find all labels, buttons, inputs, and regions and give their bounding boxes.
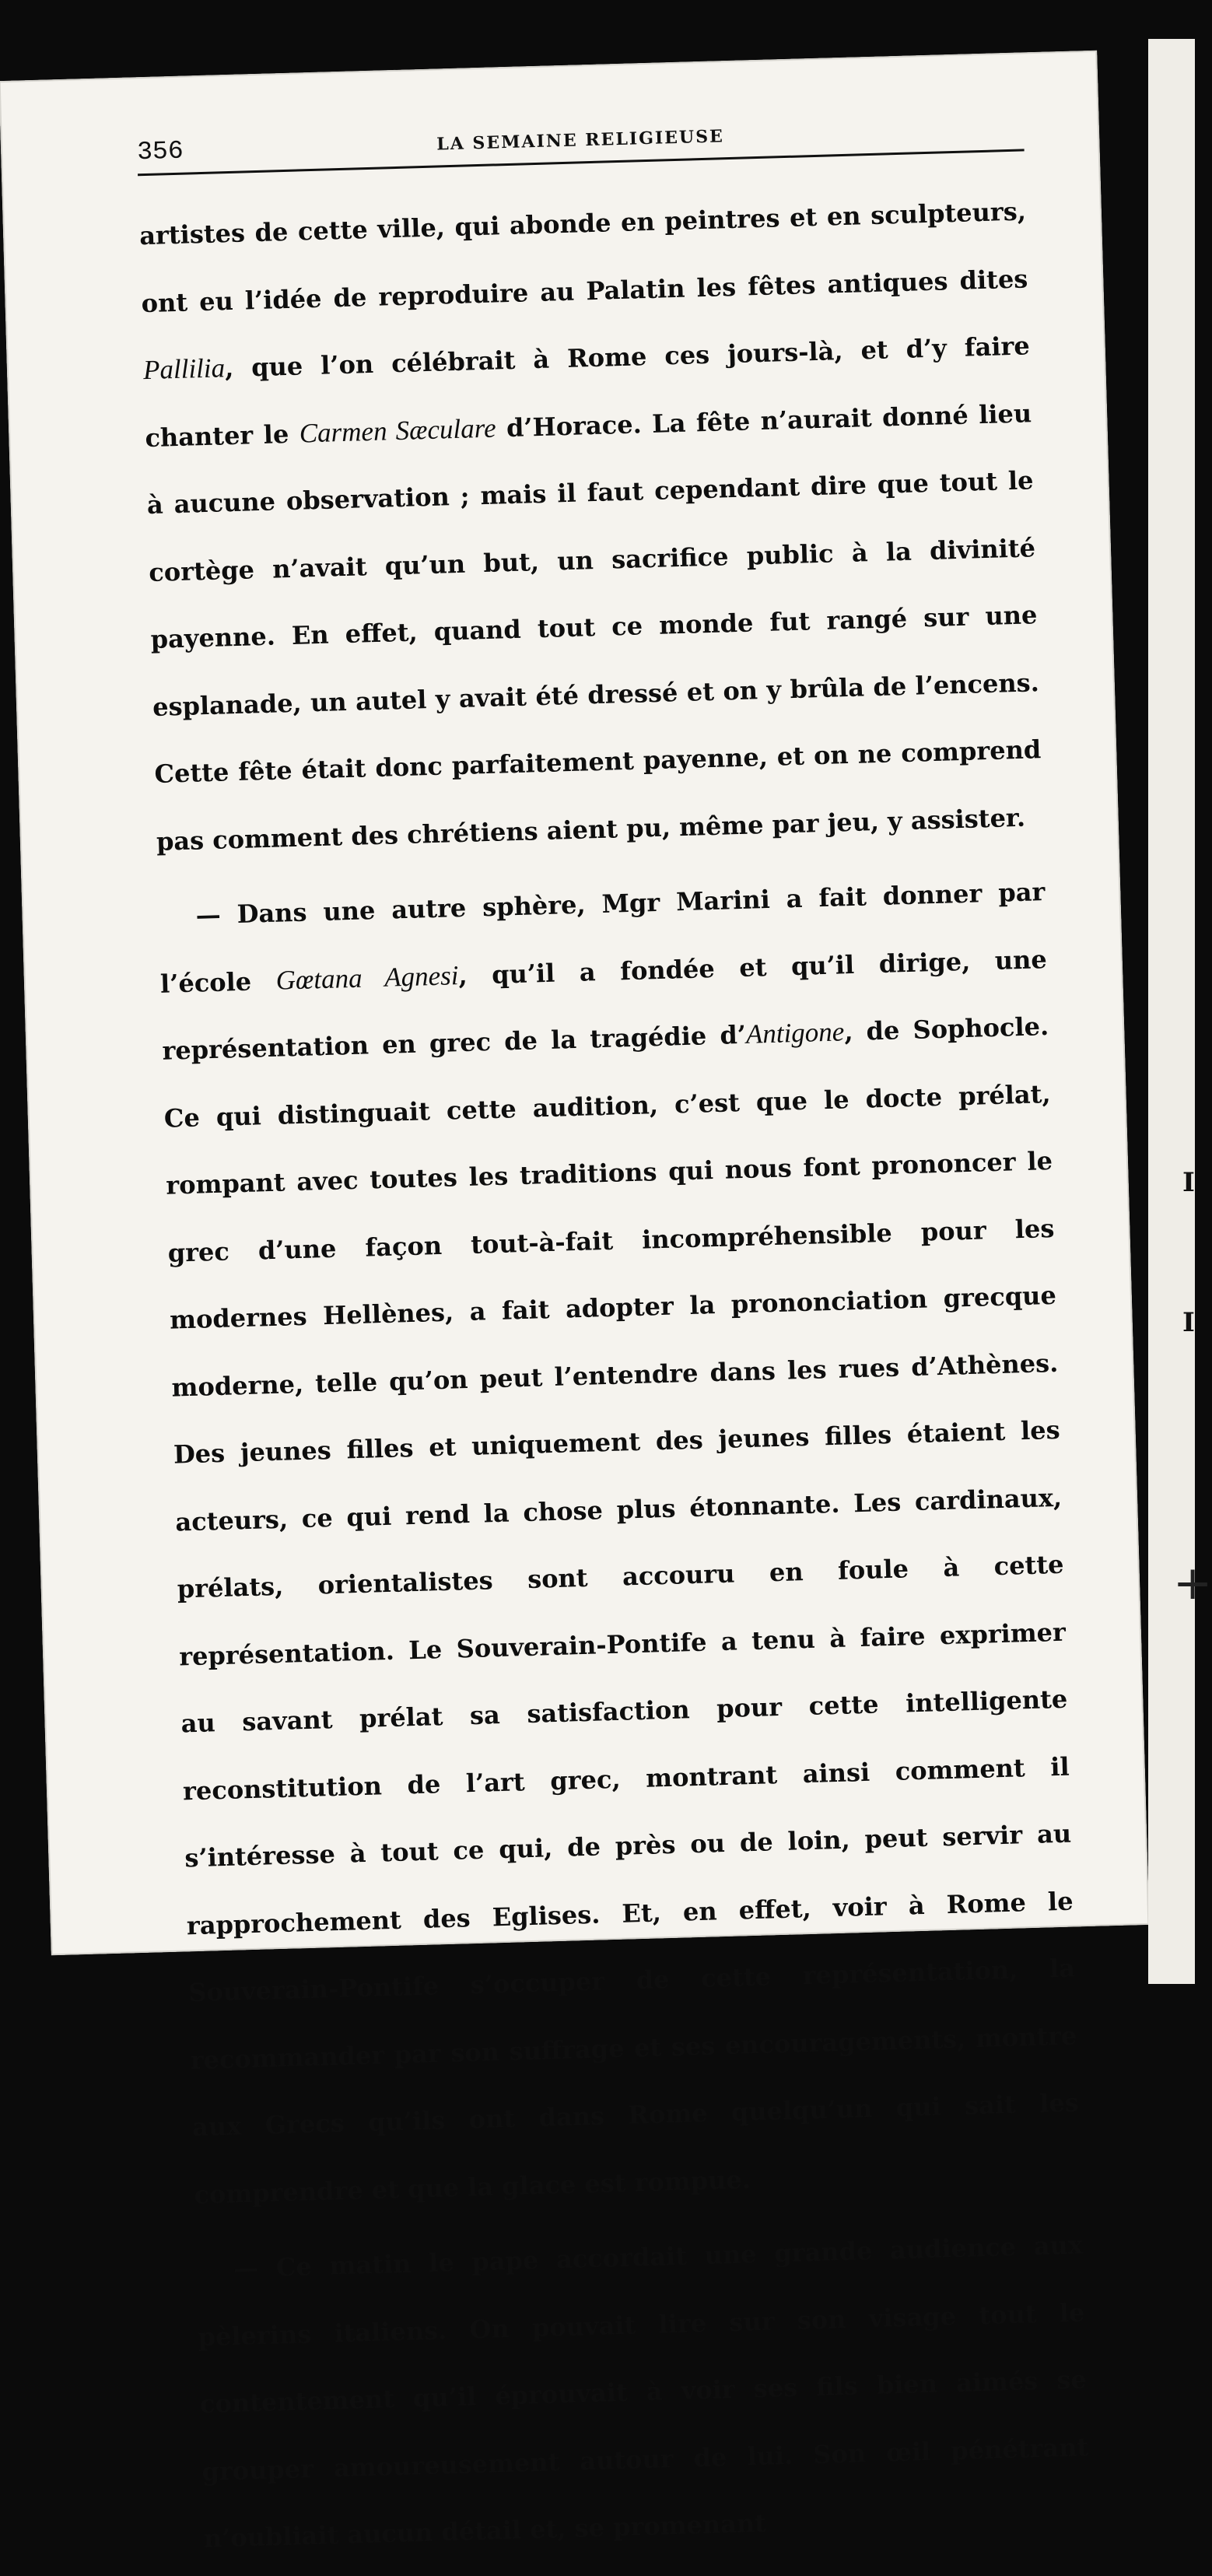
text-segment: , que l’on célébrait à Rome ces jours-là, et d’y faire chanter le — [144, 331, 1031, 453]
italic-term-carmen-saeculare: Carmen Sæculare — [299, 412, 497, 449]
text-segment: artistes de cette ville, qui abonde en peintres et en sculpteurs, ont eu l’idée de reproduire au Palatin les fêtes antiques dites — [138, 196, 1028, 318]
paragraph-antigone-performance — [157, 858, 1081, 2228]
page-content — [137, 107, 1091, 2572]
adjacent-page-edge — [1148, 39, 1195, 1984]
book-page — [0, 51, 1149, 2554]
text-segment: , qu’il a fondée et qu’il dirige, une représentation en grec de la tragédie d’ — [161, 944, 1048, 1066]
italic-term-pallilia: Pallilia — [142, 352, 226, 386]
running-header — [137, 107, 1025, 176]
adjacent-page-glyph: I — [1182, 1307, 1195, 1338]
running-title: LA SEMAINE RELIGIEUSE — [436, 126, 725, 155]
page-number: 356 — [136, 136, 184, 167]
article-body — [138, 177, 1091, 2572]
text-segment: d’Horace. La fête n’aurait donné lieu à aucune observation ; mais il faut cependant dire que tout le cortège n’avait qu’un but, un sacrifice public à la divinité payenne. En effet, quand tout ce monde fut rangé sur une esplanade, un autel y avait été dressé et on y brûla de l’encens. Cette fête était donc parfaitement payenne, et on ne comprend pas comment des chrétiens aient pu, même par jeu, y assister. — [146, 398, 1042, 857]
paragraph-papal-audience — [195, 2211, 1091, 2572]
text-segment: , de Sophocle. Ce qui distinguait cette audition, c’est que le docte prélat, rompant avec toutes les traditions qui nous font prononcer le grec d’une façon tout-à-fait incompréhensible pour les modernes Hellènes, a fait adopter la prononciation grecque moderne, telle qu’on peut l’entendre dans les rues d’Athènes. Des jeunes filles et uniquement des jeunes filles étaient les acteurs, ce qui rend la chose plus étonnante. Les cardinaux, prélats, orientalistes sont accouru en foule à cette représentation. Le Souverain-Pontife a tenu à faire exprimer au savant prélat sa satisfaction pour cette intelligente reconstitution de l’art grec, montrant ainsi comment il s’intéresse à tout ce qui, de près ou de loin, peut servir au rapprochement des Eglises. Et, en effet, voir à Rome le Souverain-Pontife s’occuper de cette représentation, la recommander par son suffrage et ses encouragements, montre aux Grecs qu’ils ont dans Rome quelqu’un qui sait les comprendre et que la glace est rompue. — [163, 1011, 1080, 2210]
pencil-cross-mark: + — [1173, 1556, 1212, 1610]
italic-term-school-name: Gœtana Agnesi — [275, 959, 459, 996]
text-segment: — Dans une autre sphère, Mgr Marini a fait donner par l’école — [159, 877, 1046, 999]
adjacent-page-glyph: I — [1182, 1167, 1195, 1198]
paragraph-palatin-festival — [138, 177, 1044, 874]
text-segment: — Ce matin le pape accordait une grande audience aux pèlerins italiens. On pouvait lire sur son visage tout le contentement qu’il éprouvait à voir ses fils bien aimés se grouper amoureusement autour de lui. Son œil pénétrant n’oubliait aucun détail et, se promenant — [198, 2230, 1089, 2554]
italic-term-antigone: Antigone — [745, 1016, 845, 1050]
